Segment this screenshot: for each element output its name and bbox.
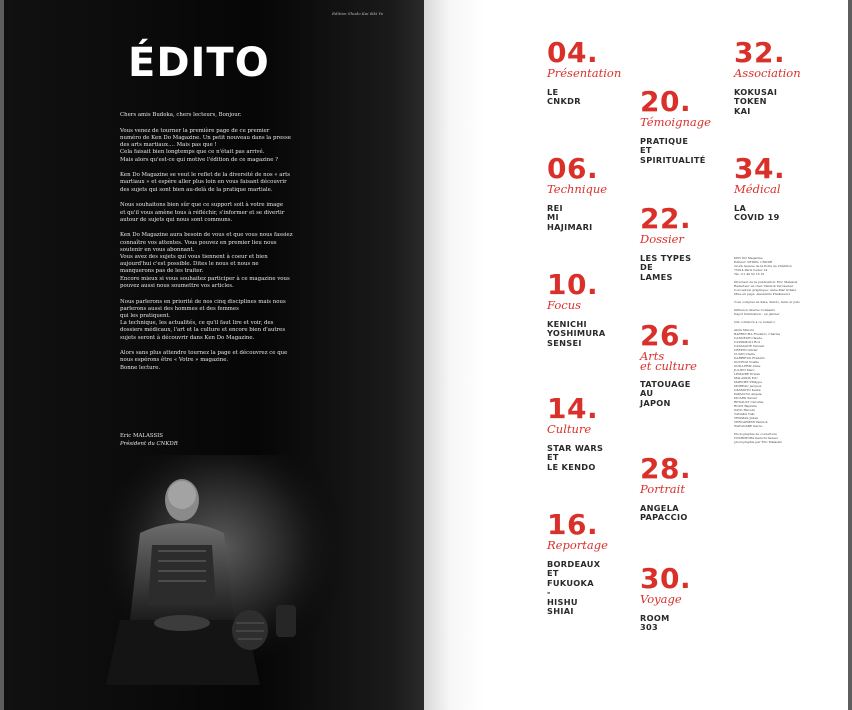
toc-page-number: 30. (640, 562, 692, 595)
editorial-paragraph: Vous venez de tourner la première page de ce premier numéro de Ken Do Magazine. Un petit nouveau dans la presse des arts martiaux.... Mais pas que ! Cela faisait bien longtemps que ce n'était pas arrivé. Mais alors qu'est-ce qui motive l'édition de ce magazine ? (120, 127, 291, 163)
toc-entry[interactable] (640, 452, 760, 523)
signature-name: Eric MALASSIS (120, 433, 163, 439)
toc-title: REI MI HAJIMARI (547, 203, 593, 232)
kendoka-photo (100, 455, 340, 685)
toc-category: Témoignage (640, 115, 711, 129)
toc-page-number: 20. (640, 85, 692, 118)
toc-entry[interactable] (640, 562, 760, 633)
toc-title: BORDEAUX ET FUKUOKA - HISHU SHIAI (547, 559, 601, 617)
editorial-paragraph: Ken Do Magazine aura besoin de vous et que vous nous fassiez connaître vos attentes. Vous pouvez en premier lieu nous soutenir en vous abonnant. Vous avez des sujets qui vous tiennent à coeur et bien aujourd'hui c'est possible. Dites le nous et nous ne manquerons pas de les traiter. Encore mieux si vous souhaitez participer à ce magazine vous pouvez aussi nous soumettre vos articles. (120, 232, 293, 289)
colophon-block: Ont collaboré à ce numéro: (734, 320, 776, 324)
colophon-block: Photographie de couverture YOSHIMURA Kenichi Sensei photographie par Eric Malassis (734, 432, 782, 444)
toc-entry[interactable] (734, 36, 848, 116)
colophon (734, 256, 804, 448)
toc-title: KOKUSAI TOKEN KAI (734, 87, 778, 116)
toc-entry[interactable] (734, 152, 848, 223)
toc-title: ANGELA PAPACCIO (640, 503, 688, 523)
toc-category: Focus (547, 298, 582, 312)
colophon-block: Directeur de la publication: Eric Malassis Rédacteur en chef: Yannick Vercaemer Conception graphique: Anne-Mar Schatz Mise en page: Alexandre Pietkiewicz (734, 280, 798, 296)
toc-page-number: 26. (640, 319, 692, 352)
page-header-note: Edition Shodo Kai ikki Yo (332, 11, 384, 16)
toc-page-number: 06. (547, 152, 599, 185)
colophon-block: Tous comptes en Kata, Kendo, Iaido et Jodo (734, 300, 801, 304)
editorial-paragraph: Ken Do Magazine se veut le reflet de la diversité de nos « arts martiaux » et espère aller plus loin en vous faisant découvrir des sujets qui sont bien au-delà de la pratique martiale. (120, 172, 291, 193)
toc-title: PRATIQUE ET SPIRITUALITÉ (640, 136, 706, 165)
toc-page-number: 32. (734, 36, 786, 69)
toc-page-number: 34. (734, 152, 786, 185)
toc-category: Arts et culture (640, 349, 697, 373)
toc-category: Présentation (547, 66, 622, 80)
toc-title: ROOM 303 (640, 613, 670, 633)
editorial-page (4, 0, 424, 710)
toc-title: LES TYPES DE LAMES (640, 253, 692, 282)
toc-page-number: 28. (640, 452, 692, 485)
toc-page-number: 22. (640, 202, 692, 235)
page-title: ÉDITO (128, 40, 270, 86)
colophon-contributors: AIDA Minoru BARRUCHA Frédéric, Charles CANDEUR Claude CAPPAMOLI Rod CASSAGNE Vincent CREPIN Olivier CUSIN Claire DARRIEUX Frédéric DUCROZ Noëlle GUILLERM Anne JULIEN Marc LEMAIRE Erwan MALASSIS Eric MARCHE Philippe MOREAU Jacques OKAMOTO Kenta PAPACCIO Angela PICARD Xavier RENAULT Caroline ROUX Baptiste SATO Hiroshi TANAKA Yuki THOMAS Julien VERCAEMER Yannick WATANABE Kazuo (734, 328, 781, 428)
toc-title: LA COVID 19 (734, 203, 780, 223)
toc-title: TATOUAGE AU JAPON (640, 379, 691, 408)
colophon-block: Diffusion interne Cotisants Dépôt Publication : en janvier (734, 308, 780, 316)
editorial-text (120, 112, 335, 380)
toc-category: Culture (547, 422, 592, 436)
editorial-paragraph: Nous souhaitons bien sûr que ce support soit à votre image et qu'il vous amène tous à réfléchir, s'informer et se divertir autour de sujets qui nous sont communs. (120, 202, 285, 223)
toc-category: Reportage (547, 538, 608, 552)
toc-category: Association (734, 66, 801, 80)
colophon-block: KEN DO Magazine Éditeur: SEDDS, CNKDR 22-24 Avenue de la Porte de Châtillon 75014 Paris Cedex 14 Tél.: 01 40 52 16 16 (734, 256, 792, 276)
toc-category: Dossier (640, 232, 684, 246)
editorial-paragraph: Alors sans plus attendre tournez la page et découvrez ce que nous espérons être « Votre » magazine. Bonne lecture. (120, 350, 288, 371)
toc-category: Voyage (640, 592, 682, 606)
signature-role: Président du CNKDR (120, 441, 178, 447)
signature (120, 432, 178, 448)
toc-category: Technique (547, 182, 608, 196)
contents-page (424, 0, 848, 710)
toc-title: KENICHI YOSHIMURA SENSEI (547, 319, 606, 348)
toc-page-number: 10. (547, 268, 599, 301)
toc-category: Médical (734, 182, 781, 196)
toc-category: Portrait (640, 482, 685, 496)
toc-title: LE CNKDR (547, 87, 581, 107)
editorial-paragraph: Nous parlerons en priorité de nos cinq disciplines mais nous parlerons aussi des hommes et des femmes qui les pratiquent. La technique, les actualités, ce qu'il faut lire et voir, des dossiers médicaux, l'art et la culture et encore bien d'autres sujets seront à découvrir dans Ken Do Magazine. (120, 298, 286, 341)
toc-title: STAR WARS ET LE KENDO (547, 443, 604, 472)
toc-page-number: 16. (547, 508, 599, 541)
editorial-paragraph: Chers amis Budoka, chers lecteurs, Bonjour. (120, 112, 242, 118)
toc-page-number: 14. (547, 392, 599, 425)
toc-page-number: 04. (547, 36, 599, 69)
